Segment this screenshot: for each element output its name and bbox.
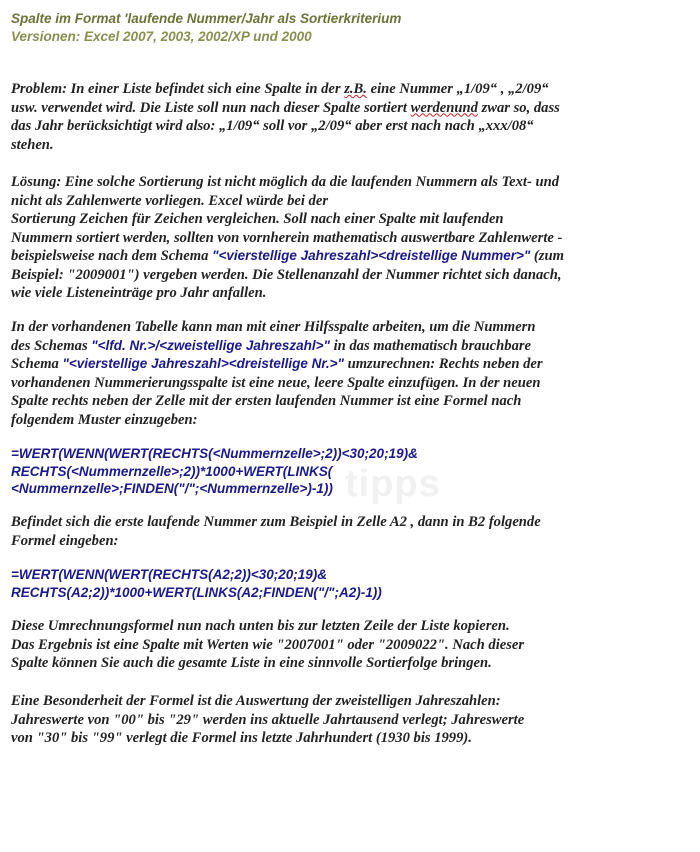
example-formula: =WERT(WENN(WERT(RECHTS(A2;2))<30;20;19)& RECHTS(A2;2))*1000+WERT(LINKS(A2;FINDEN("/";A2)-1)) — [11, 567, 382, 600]
copy-paragraph: Diese Umrechnungsformel nun nach unten bis zur letzten Zeile der Liste kopieren. Das Ergebnis ist eine Spalte mit Werten wie "2007001" oder "2009022". Nach dieser Spalte können Sie auch die gesamte Liste in eine sinnvolle Sortierfolge bringen. — [11, 618, 525, 671]
helper-column-paragraph: In der vorhandenen Tabelle kann man mit einer Hilfsspalte arbeiten, um die Nummern des Schemas "<lfd. Nr.>/<zweistellige Jahreszahl>" in das mathematisch brauchbare Schema "<vierstellige Jahreszahl><dreistellige Nr.>" umzurechnen: Rechts neben der vorhandenen Nummerierungsspalte ist eine neue, leere Spalte einzufügen. In der neuen Spalte rechts neben der Zelle mit der ersten laufenden Nummer ist eine Formel nach folgendem Muster einzugeben: — [11, 319, 543, 428]
solution-paragraph: Lösung: Eine solche Sortierung ist nicht möglich da die laufenden Nummern als Text- und nicht als Zahlenwerte vorliegen. Excel würde bei der Sortierung Zeichen für Zeichen vergleichen. Soll nach einer Spalte mit laufenden Nummern sortiert werden, sollten von vornherein mathematisch auswertbare Zahlenwerte - beispielsweise nach dem Schema "<vierstellige Jahreszahl><dreistellige Nummer>" (zum Beispiel: "2009001") vergeben werden. Die Stellenanzahl der Nummer richtet sich danach, wie viele Listeneinträge pro Jahr anfallen. — [11, 174, 564, 301]
example-paragraph: Befindet sich die erste laufende Nummer zum Beispiel in Zelle A2 , dann in B2 folgende Formel eingeben: — [11, 514, 541, 549]
special-paragraph: Eine Besonderheit der Formel ist die Auswertung der zweistelligen Jahreszahlen: Jahreswerte von "00" bis "29" werden ins aktuelle Jahrtausend verlegt; Jahreswerte von "30" bis "99" verlegt die Formel ins letzte Jahrhundert (1930 bis 1999). — [11, 693, 525, 746]
spellcheck-word: werdenund — [410, 99, 478, 116]
generic-formula: =WERT(WENN(WERT(RECHTS(<Nummernzelle>;2))<30;20;19)& RECHTS(<Nummernzelle>;2))*1000+WERT(LINKS( <Nummernzelle>;FINDEN("/";<Nummernzelle>)-1)) — [11, 446, 418, 496]
watermark: tipps — [345, 463, 441, 505]
spellcheck-word: z.B. — [344, 81, 367, 97]
schema-code: "<vierstellige Jahreszahl><dreistellige Nr.>" — [62, 356, 344, 371]
versions-subtitle: Versionen: Excel 2007, 2003, 2002/XP und 2000 — [11, 29, 312, 44]
problem-paragraph: Problem: In einer Liste befindet sich eine Spalte in der z.B. eine Nummer „1/09“ , „2/09“ usw. verwendet wird. Die Liste soll nun nach dieser Spalte sortiert werdenund zwar so, dass das Jahr berücksichtigt wird also: „1/09“ soll vor „2/09“ aber erst nach nach „xxx/08“ stehen. — [11, 81, 560, 153]
schema-code: "<vierstellige Jahreszahl><dreistellige Nummer>" — [212, 248, 531, 263]
page-title: Spalte im Format 'laufende Nummer/Jahr als Sortierkriterium — [11, 11, 402, 26]
schema-code: "<lfd. Nr.>/<zweistellige Jahreszahl>" — [91, 337, 330, 353]
